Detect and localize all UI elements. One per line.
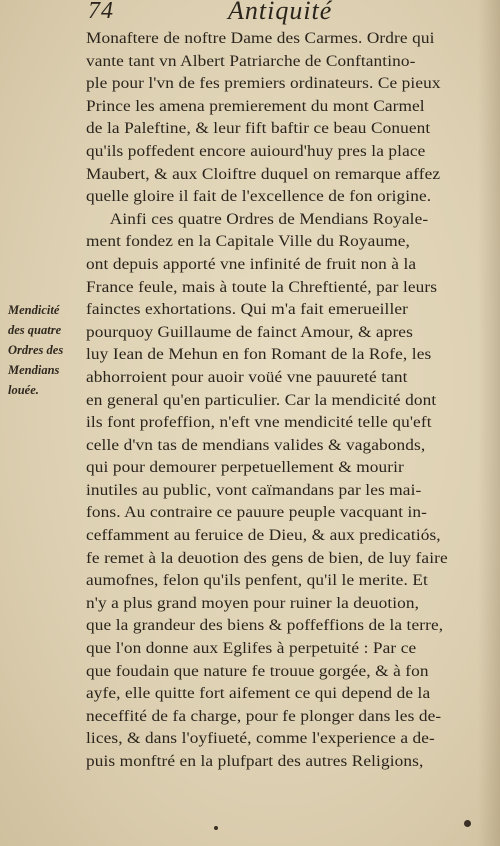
text-line: ont depuis apporté vne infinité de fruit non à la <box>86 255 417 273</box>
text-line: ment fondez en la Capitale Ville du Royaume, <box>86 233 410 251</box>
running-head: Antiquité <box>228 0 333 25</box>
text-line: luy Iean de Mehun en fon Romant de la Rofe, les <box>86 346 432 364</box>
text-line: quelle gloire il fait de l'excellence de fon origine. <box>86 188 432 206</box>
body-text <box>86 28 470 774</box>
text-line: qui pour demourer perpetuellement & mourir <box>86 459 404 477</box>
margin-note-line: louée. <box>8 383 39 397</box>
text-line: n'y a plus grand moyen pour ruiner la deuotion, <box>86 594 420 612</box>
text-line: qu'ils poffedent encore auiourd'huy pres la place <box>86 142 426 160</box>
text-line: Monaftere de noftre Dame des Carmes. Ordre qui <box>86 30 435 47</box>
printer-ornament-dot <box>464 820 471 827</box>
text-line: que l'on donne aux Eglifes à perpetuité : Par ce <box>86 640 417 658</box>
text-line: puis monftré en la plufpart des autres Religions, <box>86 753 424 770</box>
page-header <box>88 0 488 26</box>
text-line: France feule, mais à toute la Chreftienté, par leurs <box>86 278 438 296</box>
text-line: en general qu'en particulier. Car la mendicité dont <box>86 391 437 409</box>
text-line: fe remet à la deuotion des gens de bien, de luy faire <box>86 549 448 567</box>
text-line: neceffité de fa charge, pour fe plonger dans les de- <box>86 707 442 725</box>
text-line: Prince les amena premierement du mont Carmel <box>86 97 425 115</box>
text-line: ayfe, elle quitte fort aifement ce qui depend de la <box>86 685 431 703</box>
text-line: fons. Au contraire ce pauure peuple vacquant in- <box>86 504 428 522</box>
text-line: de la Paleftine, & leur fift baftir ce beau Conuent <box>86 120 431 138</box>
text-line: Ainfi ces quatre Ordres de Mendians Royale- <box>109 210 429 228</box>
margin-note <box>8 300 84 400</box>
text-line: que la grandeur des biens & poffeffions de la terre, <box>86 617 444 635</box>
text-line: pourquoy Guillaume de fainct Amour, & apres <box>86 323 413 341</box>
text-line: aumofnes, felon qu'ils penfent, qu'il le merite. Et <box>86 572 428 590</box>
margin-note-line: Mendicité <box>8 303 60 317</box>
text-line: ple pour l'vn de fes premiers ordinateurs. Ce pieux <box>86 75 441 93</box>
printer-ornament-dot <box>214 826 218 830</box>
text-line: que foudain que nature fe trouue gorgée, & à fon <box>86 662 429 680</box>
text-line: abhorroient pour auoir voüé vne pauureté tant <box>86 368 408 386</box>
text-line: fainctes exhortations. Qui m'a fait emerueiller <box>86 301 408 319</box>
text-line: ceffamment au feruice de Dieu, & aux predicatiós, <box>86 527 441 545</box>
text-line: Maubert, & aux Cloiftre duquel on remarque affez <box>86 165 441 183</box>
page-number: 74 <box>88 0 114 24</box>
text-line: inutiles au public, vont caïmandans par les mai- <box>86 481 422 499</box>
text-line: lices, & dans l'oyfiueté, comme l'experience a de- <box>86 730 435 748</box>
text-line: ils font profeffion, n'eft vne mendicité telle qu'eft <box>86 414 432 432</box>
text-line: celle d'vn tas de mendians valides & vagabonds, <box>86 436 426 454</box>
text-line: vante tant vn Albert Patriarche de Conftantino- <box>86 52 416 70</box>
margin-note-line: Ordres des <box>8 343 64 357</box>
margin-note-line: Mendians <box>8 363 60 377</box>
margin-note-line: des quatre <box>8 323 62 337</box>
